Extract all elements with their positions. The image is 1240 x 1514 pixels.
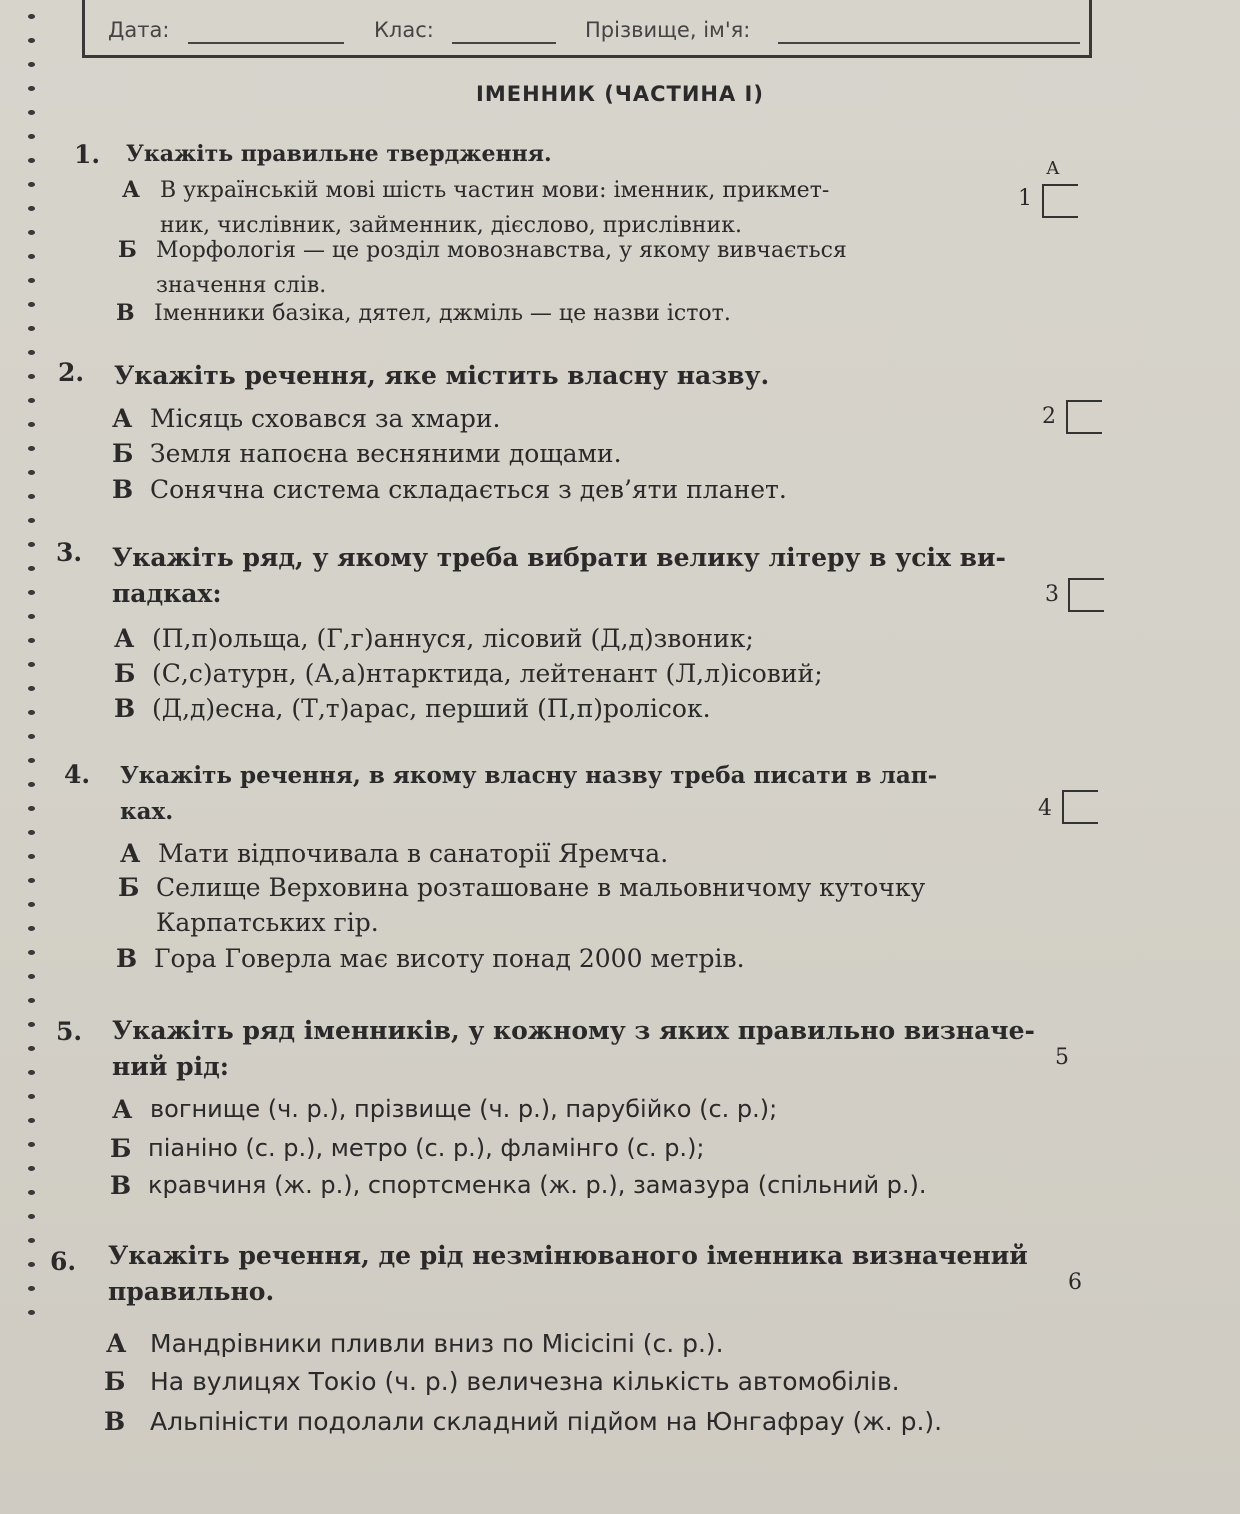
q3-number: 3. bbox=[56, 538, 83, 567]
name-field-line bbox=[778, 42, 1080, 44]
page-title: ІМЕННИК (ЧАСТИНА І) bbox=[476, 82, 764, 106]
margin-num-3: 3 bbox=[1045, 582, 1059, 607]
q6-text: Укажіть речення, де рід незмінюваного іменника визначений правильно. bbox=[108, 1241, 1028, 1306]
q1-number: 1. bbox=[74, 140, 101, 169]
q4-text: Укажіть речення, в якому власну назву треба писати в лап- ках. bbox=[120, 762, 938, 825]
answer-box-2[interactable] bbox=[1066, 400, 1102, 434]
margin-num-1: 1 bbox=[1018, 186, 1032, 211]
margin-num-6: 6 bbox=[1068, 1270, 1082, 1295]
answer-box-3[interactable] bbox=[1068, 578, 1104, 612]
margin-a-label: А bbox=[1046, 158, 1060, 179]
q2-number: 2. bbox=[58, 358, 85, 387]
margin-num-4: 4 bbox=[1038, 796, 1052, 821]
answer-box-4[interactable] bbox=[1062, 790, 1098, 824]
date-label: Дата: bbox=[108, 18, 170, 42]
q6-number: 6. bbox=[50, 1247, 77, 1276]
margin-num-2: 2 bbox=[1042, 404, 1056, 429]
q2-text: Укажіть речення, яке містить власну назву. bbox=[114, 361, 770, 390]
date-field-line bbox=[188, 42, 344, 44]
class-field-line bbox=[452, 42, 556, 44]
name-label: Прізвище, ім'я: bbox=[585, 18, 751, 42]
q5-number: 5. bbox=[56, 1017, 83, 1046]
q4-number: 4. bbox=[64, 760, 91, 789]
q1-text: Укажіть правильне твердження. bbox=[126, 141, 552, 167]
class-label: Клас: bbox=[374, 18, 434, 42]
binder-holes bbox=[28, 0, 48, 1514]
q3-text: Укажіть ряд, у якому треба вибрати велику літеру в усіх ви- падках: bbox=[112, 543, 1006, 608]
margin-num-5: 5 bbox=[1055, 1045, 1069, 1070]
q5-text: Укажіть ряд іменників, у кожному з яких правильно визначе- ний рід: bbox=[112, 1016, 1035, 1081]
answer-box-1[interactable] bbox=[1042, 184, 1078, 218]
